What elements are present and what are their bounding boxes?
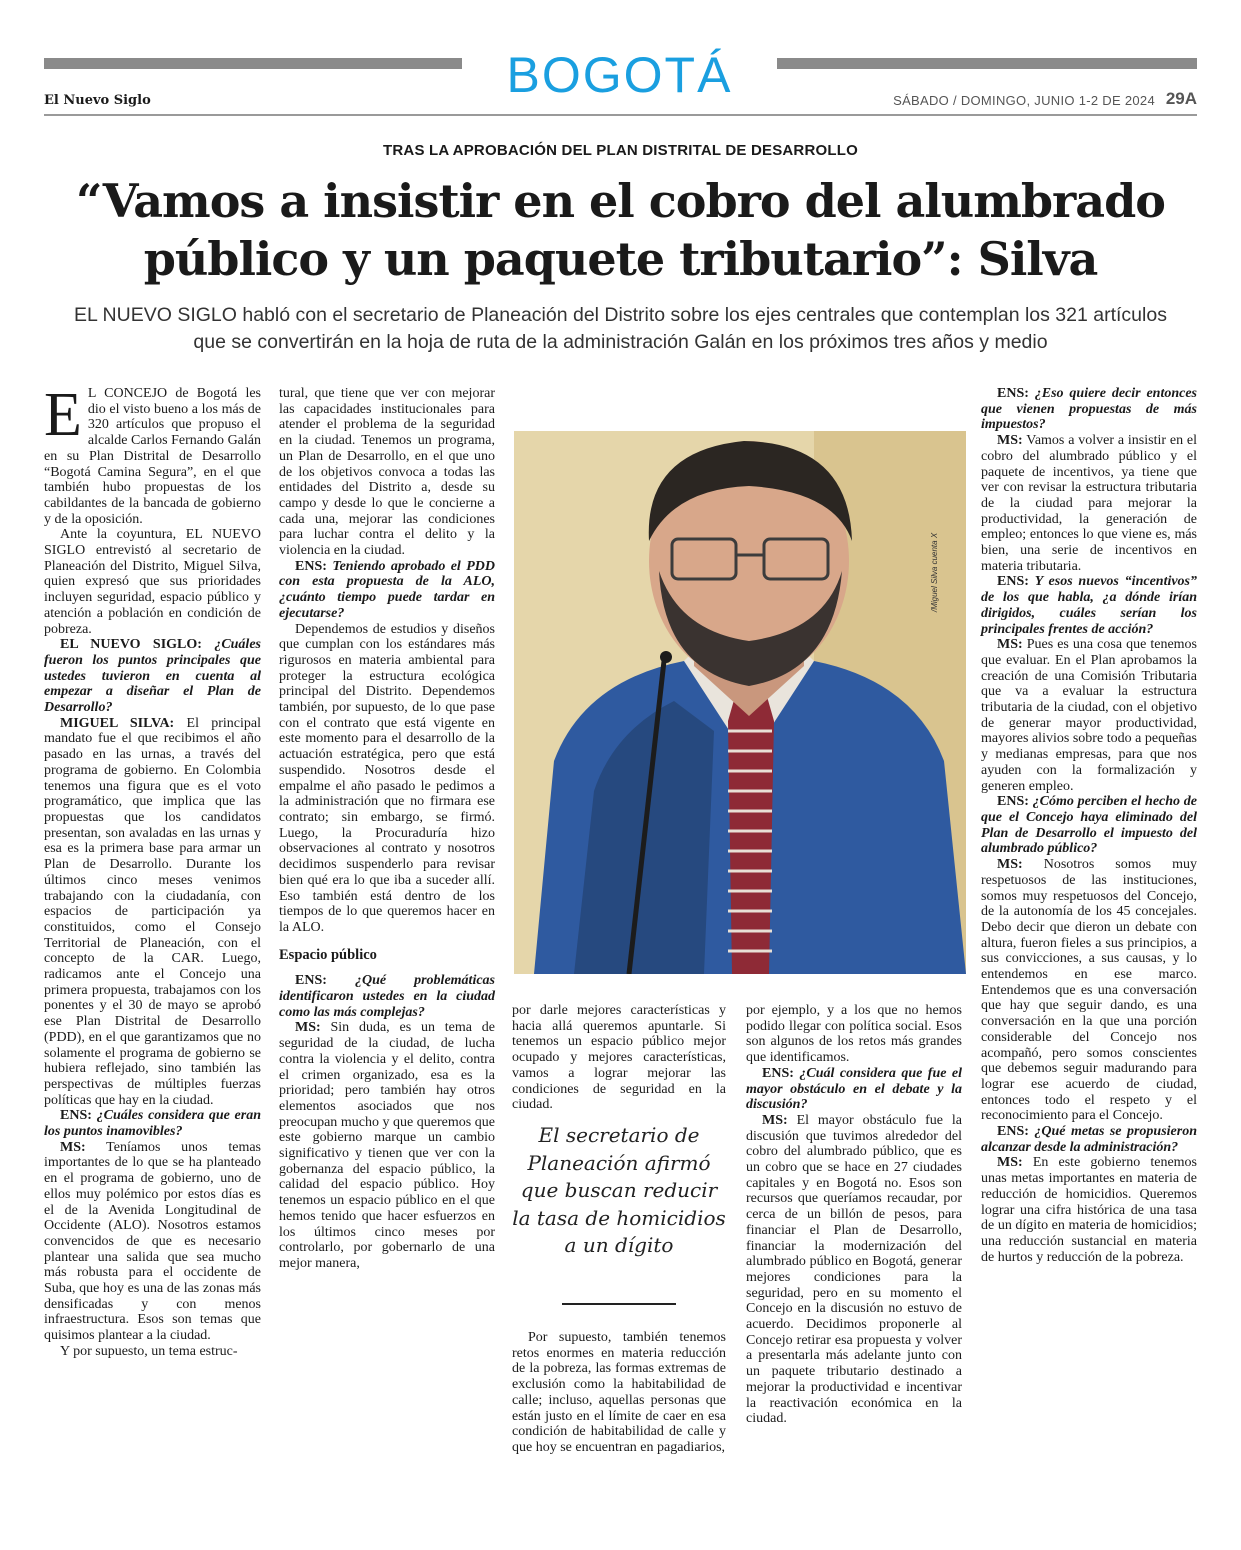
answer: MIGUEL SILVA: El principal mandato fue el que recibimos el año pasado en las urnas, a través del programa de gobierno. En Colombia tenemos una figura que es el voto programático, que implica que las propuestas que los candidatos presentan, son avaladas en las urnas y esa es la primera base para armar un Plan de Desarrollo. Durante los últimos cinco meses venimos trabajando con la ciudadanía, con espacios de participación ya constituidos, como el Consejo Territorial de Planeación, con el concepto de la CAR. Luego, radicamos ante el Concejo una primera propuesta, trabajamos con los ponentes y el 30 de mayo se aprobó ese Plan Distrital de Desarrollo (PDD), en el que garantizamos que no solamente el programa de gobierno se hubiera reflejado, sino también las perspectivas de múltiples fuerzas políticas que hay en la ciudad. <box>44 715 262 1108</box>
masthead-rule-left <box>44 58 462 69</box>
question: ENS: ¿Eso quiere decir entonces que vienen propuestas de más impuestos? <box>981 386 1197 433</box>
article-kicker: TRAS LA APROBACIÓN DEL PLAN DISTRITAL DE DESARROLLO <box>383 142 858 159</box>
answer: Dependemos de estudios y diseños que cumplan con los estándares más rigurosos en materia ambiental para proteger la estructura ecológica principal del Distrito. Dependemos también, por supuesto, de lo que pase con el contrato que está vigente en este momento para el desarrollo de la actuación estratégica, pero que está suspendido. Nosotros desde el empalme el año pasado le pedimos a la administración que no firmara ese contrato; sin embargo, se firmó. Luego, la Procuraduría hizo observaciones al contrato y nosotros decidimos suspenderlo para revisar bien qué era lo que iba a suceder allí. Eso también está dentro de los tiempos de lo que queremos hacer en la ALO. <box>279 621 495 935</box>
column-1 <box>44 381 262 1360</box>
masthead-rule-right <box>777 58 1197 69</box>
pull-quote: El secretario de Planeación afirmó que buscan reducir la tasa de homicidios a un dígito <box>512 1123 726 1257</box>
paragraph: Ante la coyuntura, EL NUEVO SIGLO entrevistó al secretario de Planeación del Distrito, Miguel Silva, quien expresó que sus prioridades incluyen seguridad, espacio público y atención a población en condición de pobreza. <box>44 527 261 637</box>
article-headline: “Vamos a insistir en el cobro del alumbrado público y un paquete tributario”: Silva <box>76 174 1165 286</box>
paper-name: El Nuevo Siglo <box>44 93 151 108</box>
question: ENS: ¿Qué metas se propusieron alcanzar desde la administración? <box>981 1124 1198 1155</box>
paragraph: tural, que tiene que ver con mejorar las capacidades institucionales para atender el problema de la seguridad en la ciudad. Tenemos un programa, un Plan de Desarrollo, en el que uno de los objetivos convoca a todas las entidades del Distrito a, desde su campo y desde lo que le concierne a cada una, mejorar las condiciones para luchar contra el delito y la violencia en la ciudad. <box>279 386 495 559</box>
answer: MS: El mayor obstáculo fue la discusión que tuvimos alrededor del cobro del alumbrado público, que es un cobro que se hace en 27 ciudades capitales y en Bogotá no. Esos son recursos que queríamos recaudar, por cerca de un billón de pesos, para financiar el Plan de Desarrollo, financiar la modernización del alumbrado público en Bogotá, generar mejores condiciones para la seguridad, pero en su momento el Concejo en la discusión no estuvo de acuerdo. Decidimos proponerle al Concejo retirar esa propuesta y volver a presentarla más adelante junto con un paquete tributario destinado a mejorar la productividad e incentivar la reactivación económica en la ciudad. <box>746 1112 963 1427</box>
paragraph: Y por supuesto, un tema estruc- <box>60 1343 238 1359</box>
pull-quote-rule <box>562 1303 676 1305</box>
question: ENS: Y esos nuevos “incentivos” de los que habla, ¿a dónde irían dirigidos, cuáles serían los principales frentes de acción? <box>981 574 1198 637</box>
issue-date: SÁBADO / DOMINGO, JUNIO 1-2 DE 2024 <box>893 93 1155 108</box>
column-2 <box>279 386 495 1272</box>
portrait-photo <box>514 431 966 974</box>
paragraph: por darle mejores características y hacia allá queremos apuntarle. Si tenemos un espacio público mejor ocupado y mejores características, vamos a lograr mejorar las condiciones de seguridad en la ciudad. <box>512 1003 726 1113</box>
question: ENS: ¿Cuál considera que fue el mayor obstáculo en el debate y la discusión? <box>746 1065 963 1113</box>
question: ENS: ¿Cómo perciben el hecho de que el Concejo haya eliminado del Plan de Desarrollo el impuesto del alumbrado público? <box>981 794 1198 857</box>
answer: MS: Nosotros somos muy respetuosos de las instituciones, somos muy respetuosos del Concejo, de la autonomía de los 45 concejales. Debo decir que dieron un debate con altura, fueron fieles a sus principios, a sus convicciones, a sus causas, y lo entendemos en ese marco. Entendemos que es una conversación que hay que seguir dando, es una conversación en la que una porción considerable del Concejo nos acompañó, pero somos conscientes que debemos seguir madurando para lograr ese acuerdo de ciudad, entonces todo el respeto y el reconocimiento para el Concejo. <box>981 857 1197 1124</box>
article-lede: EL NUEVO SIGLO habló con el secretario de Planeación del Distrito sobre los ejes centrales que contemplan los 321 artículos que se convertirán en la hoja de ruta de la administración Galán en los próximos tres años y medio <box>74 304 1167 353</box>
question: EL NUEVO SIGLO: ¿Cuáles fueron los puntos principales que ustedes tuvieron en cuenta al empezar a diseñar el Plan de Desarrollo? <box>44 637 261 716</box>
paragraph: por ejemplo, y a los que no hemos podido llegar con política social. Esos son algunos de los retos más grandes que identificamos. <box>746 1003 962 1066</box>
question: ENS: Teniendo aprobado el PDD con esta propuesta de la ALO, ¿cuánto tiempo puede tardar en ejecutarse? <box>279 558 495 621</box>
section-title: BOGOTÁ <box>506 47 733 103</box>
answer: MS: Pues es una cosa que tenemos que evaluar. En el Plan aprobamos la creación de una Comisión Tributaria que va a evaluar la estructura tributaria de la ciudad, con el objetivo de generar mayor productividad, mayores alivios sobre todo a pequeñas y medianas empresas, para que nos ayuden con la formalización y generen empleo. <box>981 637 1197 794</box>
opening-paragraph: E L CONCEJO de Bogotá les dio el visto bueno a los más de 320 artículos que propuso el alcalde Carlos Fernando Galán en su Plan Distrital de Desarrollo “Bogotá Camina Segura”, en el que también hubo propuestas de los cabildantes de la bancada de gobierno y de la oposición. <box>44 381 261 527</box>
answer: MS: Sin duda, es un tema de seguridad de la ciudad, de lucha contra la violencia y el delito, contra el crimen organizado, esa es la prioridad; pero también hay otros elementos asociados que nos preocupan mucho y que queremos que este gobierno marque un cambio significativo y tienen que ver con la gobernanza del espacio público, la calidad del espacio público. Hoy tenemos un espacio público en el que hemos tenido que hacer esfuerzos en los últimos cinco meses por controlarlo, por gobernarlo de una mejor manera, <box>279 1020 495 1271</box>
page-number: 29A <box>1165 89 1197 108</box>
question: ENS: ¿Qué problemáticas identificaron ustedes en la ciudad como las más complejas? <box>279 973 495 1020</box>
column-4 <box>746 1003 962 1427</box>
portrait-illustration <box>514 431 966 974</box>
answer: MS: En este gobierno tenemos unas metas importantes en materia de reducción de homicidios. Queremos lograr una cifra histórica de una tasa de un dígito en materia de homicidios; una reducción sustancial en materia de hurtos y reducción de la pobreza. <box>981 1155 1197 1265</box>
paragraph: Por supuesto, también tenemos retos enormes en materia reducción de la pobreza, las formas extremas de exclusión como la habitabilidad de calle; incluso, aquellas personas que están justo en el límite de caer en esa condición de habitabilidad de calle y que hoy se encuentran en pagadiarios, <box>512 1330 726 1455</box>
masthead-divider <box>44 114 1197 116</box>
photo-credit: /Miguel Silva cuenta X <box>930 532 939 612</box>
column-3-continued <box>512 1330 726 1456</box>
column-3 <box>512 1003 726 1113</box>
answer: MS: Teníamos unos temas importantes de lo que se ha planteado en el programa de gobierno, uno de ellos muy polémico por estos días es el de la Avenida Longitudinal de Occidente (ALO). Nosotros estamos convencidos de que es necesario plantear una salida que sea mucho más robusta para el occidente de Suba, que hoy es una de las zonas más densificadas y con menos infraestructura. Esos son temas que quisimos plantear a la ciudad. <box>44 1139 261 1344</box>
question: ENS: ¿Cuáles considera que eran los puntos inamovibles? <box>44 1108 262 1140</box>
answer: MS: Vamos a volver a insistir en el cobro del alumbrado público y el paquete de incentivos, ya tiene que ver con revisar la estructura tributaria de la ciudad para mejorar la productividad, la generación de empleo; entonces lo que viene es, más bien, una serie de incentivos en materia tributaria. <box>981 433 1197 574</box>
drop-cap: E <box>44 381 82 449</box>
column-5 <box>981 386 1197 1265</box>
subheading: Espacio público <box>279 946 377 963</box>
